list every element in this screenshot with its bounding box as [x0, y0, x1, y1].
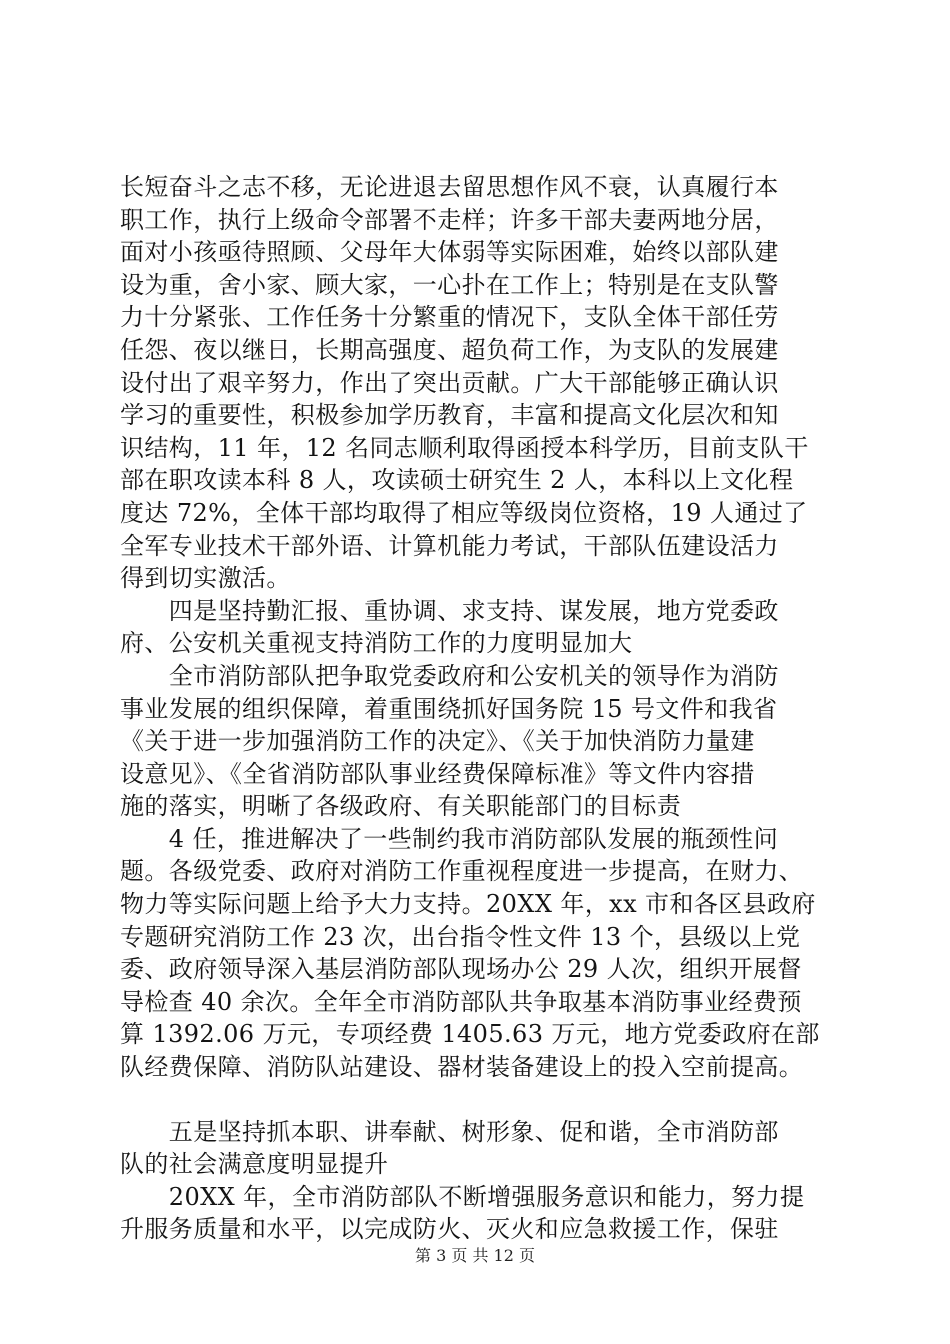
- text-line: 全市消防部队把争取党委政府和公安机关的领导作为消防: [120, 661, 779, 690]
- text-line: 设为重，舍小家、顾大家，一心扑在工作上；特别是在支队警: [120, 270, 779, 299]
- text-line: 面对小孩亟待照顾、父母年大体弱等实际困难，始终以部队建: [120, 238, 779, 267]
- page-number-footer: 第 3 页 共 12 页: [415, 1246, 535, 1265]
- text-line: 设付出了艰辛努力，作出了突出贡献。广大干部能够正确认识: [120, 368, 779, 397]
- section-heading-line: 队的社会满意度明显提升: [120, 1150, 389, 1179]
- text-line: 《关于进一步加强消防工作的决定》、《关于加快消防力量建: [120, 727, 755, 756]
- section-heading-line: 府、公安机关重视支持消防工作的力度明显加大: [120, 629, 633, 658]
- text-line: 施的落实，明晰了各级政府、有关职能部门的目标责: [120, 792, 682, 821]
- text-line: 4 任，推进解决了一些制约我市消防部队发展的瓶颈性问: [120, 824, 779, 853]
- text-line: 职工作，执行上级命令部署不走样；许多干部夫妻两地分居，: [120, 205, 779, 234]
- paragraph-gap: [120, 1084, 840, 1116]
- text-line: 长短奋斗之志不移，无论进退去留思想作风不衰，认真履行本: [120, 173, 779, 201]
- text-line: 队经费保障、消防队站建设、器材装备建设上的投入空前提高。: [120, 1053, 804, 1082]
- text-line: 事业发展的组织保障，着重围绕抓好国务院 15 号文件和我省: [120, 694, 778, 723]
- text-line: 委、政府领导深入基层消防部队现场办公 29 人次，组织开展督: [120, 955, 802, 984]
- text-line: 20XX 年，全市消防部队不断增强服务意识和能力，努力提: [120, 1182, 805, 1211]
- text-line: 度达 72%，全体干部均取得了相应等级岗位资格，19 人通过了: [120, 498, 808, 527]
- text-line: 设意见》、《全省消防部队事业经费保障标准》等文件内容措: [120, 759, 755, 788]
- section-heading-line: 五是坚持抓本职、讲奉献、树形象、促和谐，全市消防部: [120, 1117, 779, 1146]
- text-line: 物力等实际问题上给予大力支持。20XX 年，xx 市和各区县政府: [120, 890, 816, 919]
- text-line: 专题研究消防工作 23 次，出台指令性文件 13 个，县级以上党: [120, 922, 801, 951]
- text-line: 识结构，11 年，12 名同志顺利取得函授本科学历，目前支队干: [120, 433, 809, 462]
- text-line: 力十分紧张、工作任务十分繁重的情况下，支队全体干部任劳: [120, 303, 779, 332]
- text-line: 题。各级党委、政府对消防工作重视程度进一步提高，在财力、: [120, 857, 804, 886]
- text-line: 学习的重要性，积极参加学历教育，丰富和提高文化层次和知: [120, 401, 779, 430]
- text-line: 算 1392.06 万元，专项经费 1405.63 万元，地方党委政府在部: [120, 1020, 820, 1049]
- text-line: 得到切实激活。: [120, 564, 291, 593]
- text-line: 部在职攻读本科 8 人，攻读硕士研究生 2 人，本科以上文化程: [120, 466, 794, 495]
- document-body: [120, 171, 840, 1246]
- text-line: 升服务质量和水平，以完成防火、灭火和应急救援工作，保驻: [120, 1215, 779, 1244]
- text-line: 任怨、夜以继日，长期高强度、超负荷工作，为支队的发展建: [120, 335, 779, 364]
- section-heading-line: 四是坚持勤汇报、重协调、求支持、谋发展，地方党委政: [120, 596, 779, 625]
- text-line: 全军专业技术干部外语、计算机能力考试，干部队伍建设活力: [120, 531, 779, 560]
- text-line: 导检查 40 余次。全年全市消防部队共争取基本消防事业经费预: [120, 987, 802, 1016]
